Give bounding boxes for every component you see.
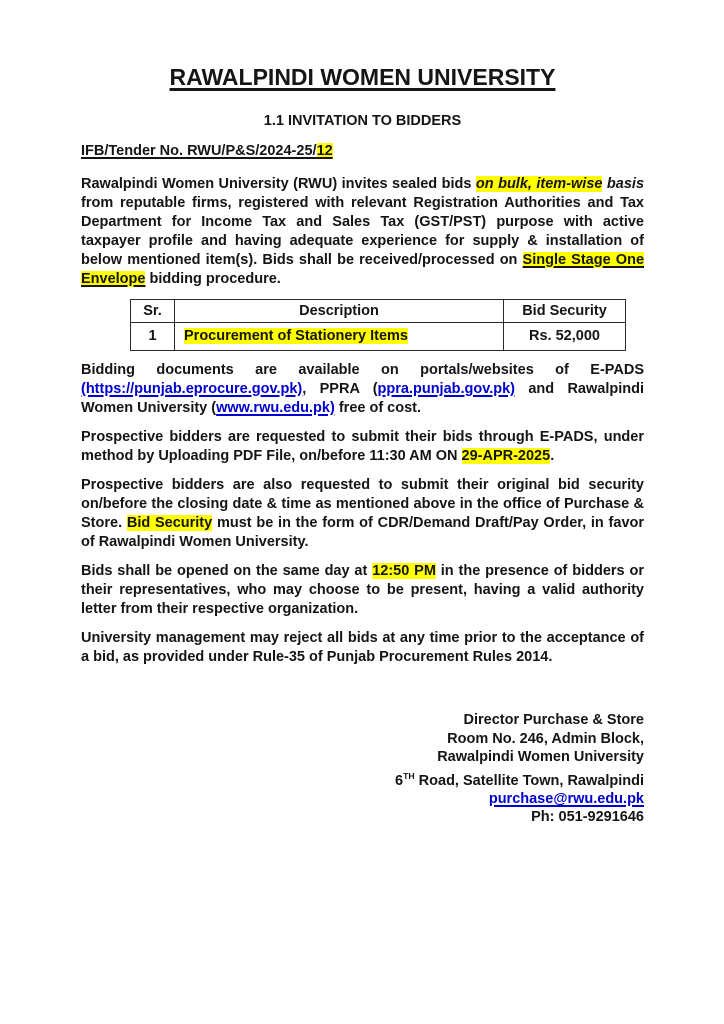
col-header-bid-security: Bid Security — [504, 300, 626, 323]
text-run: 6 — [394, 772, 404, 789]
paragraph-invitation — [81, 175, 644, 289]
text-run: Prospective bidders are also requested to submit their original bid security on/before the closing date & time as mentioned above in the office of Purchase & Store. — [81, 477, 644, 531]
signatory-phone: Ph: 051-9291646 — [531, 809, 644, 826]
signatory-email-line — [81, 790, 644, 809]
highlight-opening-time: 12:50 PM — [372, 563, 436, 579]
doc-title-text: RAWALPINDI WOMEN UNIVERSITY — [169, 64, 556, 90]
tender-number-line — [81, 142, 644, 161]
text-run: and Rawalpindi Women University ( — [81, 381, 644, 416]
highlight-description: Procurement of Stationery Items — [184, 328, 408, 344]
bid-table-row — [131, 323, 626, 351]
paragraph-rejection-clause — [81, 629, 644, 667]
email-link[interactable]: purchase@rwu.edu.pk — [488, 790, 644, 807]
section-title: 1.1 INVITATION TO BIDDERS — [263, 113, 462, 129]
signatory-address — [81, 767, 644, 790]
signature-block — [81, 711, 644, 827]
highlight-submission-deadline: 29-APR-2025 — [461, 448, 551, 464]
text-run: Bidding documents are available on portals/websites of E-PADS — [81, 362, 644, 378]
cell-description — [175, 323, 504, 351]
cell-bid-security: Rs. 52,000 — [504, 323, 626, 351]
text-run: Road, Satellite Town, Rawalpindi — [414, 772, 644, 789]
text-run: bidding procedure. — [145, 271, 281, 287]
signatory-room: Room No. 246, Admin Block, — [447, 730, 644, 747]
text-run: University management may reject all bids at any time prior to the acceptance of a bid, as provided under Rule-35 of Punjab Procurement Rules 2014. — [81, 630, 644, 665]
paragraph-bid-opening — [81, 562, 644, 619]
text-run: free of cost. — [334, 400, 422, 416]
bid-table — [130, 299, 626, 351]
text-run: Rawalpindi Women University (RWU) invites sealed bids — [81, 176, 476, 192]
highlight-single-stage-one-envelope: Single Stage One Envelope — [81, 252, 645, 287]
text-run: IFB/Tender No. RWU/P&S/2024-25/ — [81, 143, 317, 159]
text-run: from reputable firms, registered with relevant Registration Authorities and Tax Department for Income Tax and Sales Tax (GST/PST) purpose with active taxpayer profile and having adequate experience for supply & installation of below mentioned item(s). Bids shall be received/processed on — [81, 195, 644, 268]
paragraph-bid-security — [81, 476, 644, 552]
text-run: Bids shall be opened on the same day at — [81, 563, 373, 579]
col-header-sr: Sr. — [131, 300, 175, 323]
doc-title — [81, 64, 644, 90]
text-run: , PPRA ( — [302, 381, 378, 397]
text-run: . — [550, 448, 555, 464]
bid-table-header-row — [131, 300, 626, 323]
col-header-description: Description — [175, 300, 504, 323]
highlight-bid-security: Bid Security — [126, 515, 213, 531]
highlight-bulk-item-wise: on bulk, item-wise — [475, 176, 603, 192]
cell-sr: 1 — [131, 323, 175, 351]
text-run: in the presence of bidders or their representatives, who may choose to be present, having a valid authority letter from their respective organization. — [81, 563, 644, 617]
text-run: TH — [403, 770, 415, 781]
tender-number-text — [81, 143, 333, 159]
highlight-tender-serial: 12 — [316, 143, 333, 159]
text-run: must be in the form of CDR/Demand Draft/Pay Order, in favor of Rawalpindi Women University. — [81, 515, 645, 550]
epads-url-link[interactable]: (https://punjab.eprocure.gov.pk) — [81, 381, 303, 397]
signatory-title: Director Purchase & Store — [463, 712, 644, 728]
paragraph-bidding-documents — [81, 361, 644, 418]
ppra-url-link[interactable]: ppra.punjab.gov.pk) — [377, 381, 516, 397]
signatory-university: Rawalpindi Women University — [437, 749, 644, 765]
rwu-url-link[interactable]: www.rwu.edu.pk) — [216, 400, 335, 416]
text-run: Prospective bidders are requested to submit their bids through E-PADS, under method by Uploading PDF File, on/before 11:30 AM ON — [81, 429, 644, 464]
text-run: basis — [602, 176, 645, 192]
paragraph-submission-method — [81, 428, 644, 466]
